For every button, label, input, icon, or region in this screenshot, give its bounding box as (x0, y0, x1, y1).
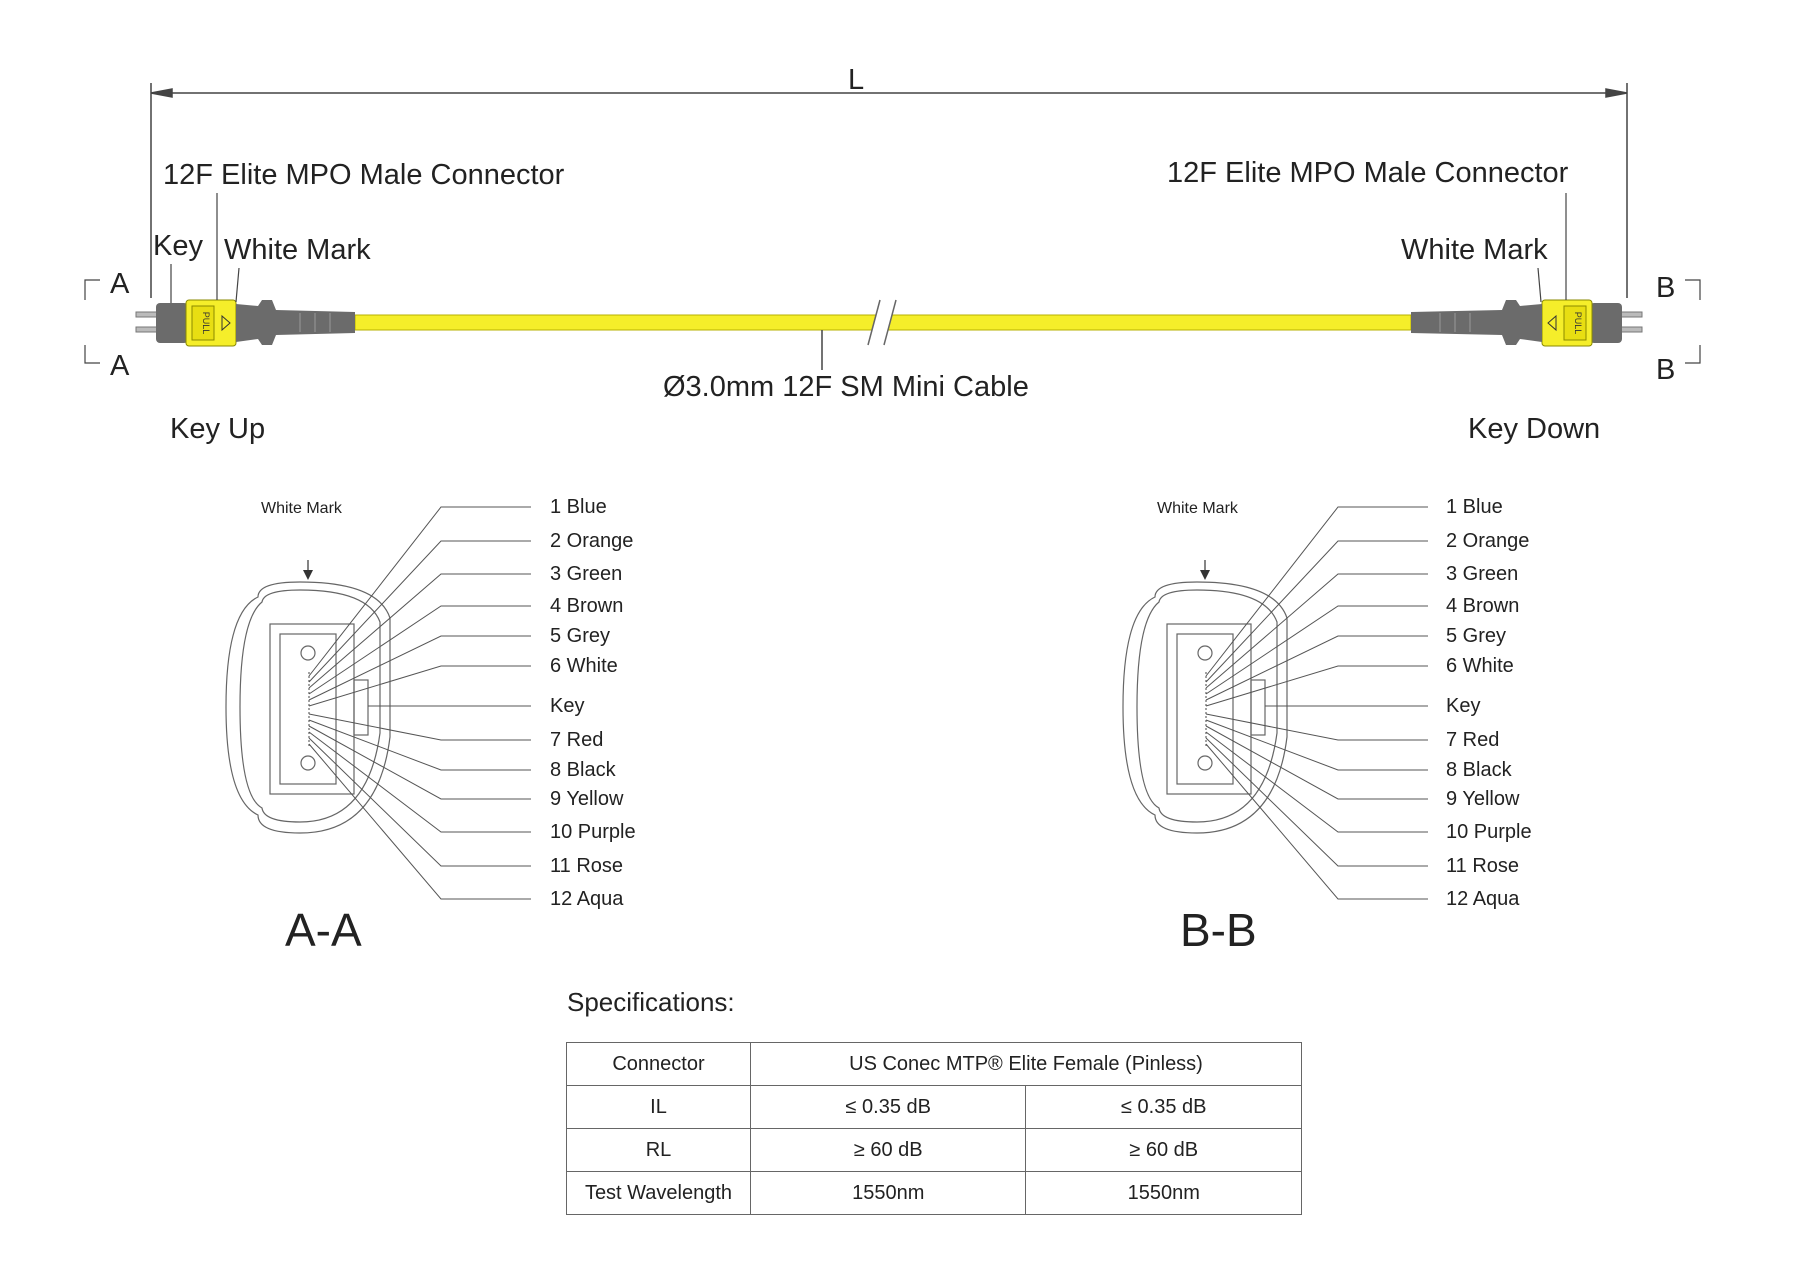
length-label: L (848, 64, 865, 96)
section-a-white-mark-label: White Mark (261, 500, 342, 517)
section-a-fiber-label: 7 Red (550, 729, 604, 751)
section-a-fiber-label: 5 Grey (550, 625, 611, 647)
cable-jacket (355, 300, 1411, 370)
section-a-fiber-label: 9 Yellow (550, 788, 624, 810)
left-section-marker-bottom: A (110, 350, 130, 382)
section-b-fiber-label: 10 Purple (1446, 821, 1532, 843)
left-connector-label: 12F Elite MPO Male Connector (163, 159, 565, 191)
table-row (567, 1043, 1302, 1086)
left-white-mark-label: White Mark (224, 234, 371, 266)
right-connector-label: 12F Elite MPO Male Connector (1167, 157, 1569, 189)
specifications-table (566, 1042, 1302, 1215)
spec-value-connector: US Conec MTP® Elite Female (Pinless) (751, 1043, 1302, 1086)
right-orientation-label: Key Down (1468, 413, 1601, 445)
section-b-fiber-label: 11 Rose (1446, 855, 1520, 877)
table-row (567, 1172, 1302, 1215)
section-b-key-label: Key (1446, 695, 1481, 717)
section-a-title: A-A (285, 904, 362, 956)
spec-label-il: IL (567, 1086, 751, 1129)
section-b-fiber-label: 7 Red (1446, 729, 1500, 751)
spec-label-connector: Connector (567, 1043, 751, 1086)
left-key-label: Key (153, 230, 203, 262)
section-a-fiber-label: 10 Purple (550, 821, 636, 843)
section-b-fiber-label: 5 Grey (1446, 625, 1507, 647)
spec-value-il-a: ≤ 0.35 dB (751, 1086, 1026, 1129)
spec-label-rl: RL (567, 1129, 751, 1172)
left-section-marker-top: A (110, 268, 130, 300)
spec-value-wavelength-a: 1550nm (751, 1172, 1026, 1215)
right-pull-text: PULL (1573, 311, 1583, 335)
section-b-fiber-label: 8 Black (1446, 759, 1512, 781)
spec-label-wavelength: Test Wavelength (567, 1172, 751, 1215)
table-row (567, 1129, 1302, 1172)
section-a-fiber-label: 2 Orange (550, 530, 634, 552)
section-a-fiber-label: 3 Green (550, 563, 623, 585)
spec-value-il-b: ≤ 0.35 dB (1026, 1086, 1302, 1129)
section-a-fiber-label: 1 Blue (550, 496, 607, 518)
section-b-title: B-B (1180, 904, 1257, 956)
right-section-marker-top: B (1656, 272, 1676, 304)
left-mpo-connector (136, 300, 355, 346)
left-pull-text: PULL (201, 311, 211, 335)
section-b-fiber-label: 3 Green (1446, 563, 1519, 585)
section-b-fiber-label: 12 Aqua (1446, 888, 1520, 910)
spec-value-rl-b: ≥ 60 dB (1026, 1129, 1302, 1172)
cable-label: Ø3.0mm 12F SM Mini Cable (663, 371, 1029, 403)
right-section-marker-bottom: B (1656, 354, 1676, 386)
right-mpo-connector (1411, 300, 1642, 346)
section-a-fiber-label: 8 Black (550, 759, 616, 781)
section-a-fiber-label: 12 Aqua (550, 888, 624, 910)
section-b-fiber-label: 2 Orange (1446, 530, 1530, 552)
section-b-white-mark-label: White Mark (1157, 500, 1238, 517)
section-b-fiber-label: 9 Yellow (1446, 788, 1520, 810)
section-b-fiber-label: 6 White (1446, 655, 1514, 677)
right-white-mark-label: White Mark (1401, 234, 1548, 266)
table-row (567, 1086, 1302, 1129)
section-a-key-label: Key (550, 695, 585, 717)
spec-value-rl-a: ≥ 60 dB (751, 1129, 1026, 1172)
section-b-fiber-label: 1 Blue (1446, 496, 1503, 518)
spec-value-wavelength-b: 1550nm (1026, 1172, 1302, 1215)
section-b-fiber-label: 4 Brown (1446, 595, 1520, 617)
left-orientation-label: Key Up (170, 413, 266, 445)
section-a-fiber-label: 11 Rose (550, 855, 624, 877)
section-a-fiber-label: 6 White (550, 655, 618, 677)
section-a-fiber-label: 4 Brown (550, 595, 624, 617)
specifications-title: Specifications: (567, 987, 735, 1017)
